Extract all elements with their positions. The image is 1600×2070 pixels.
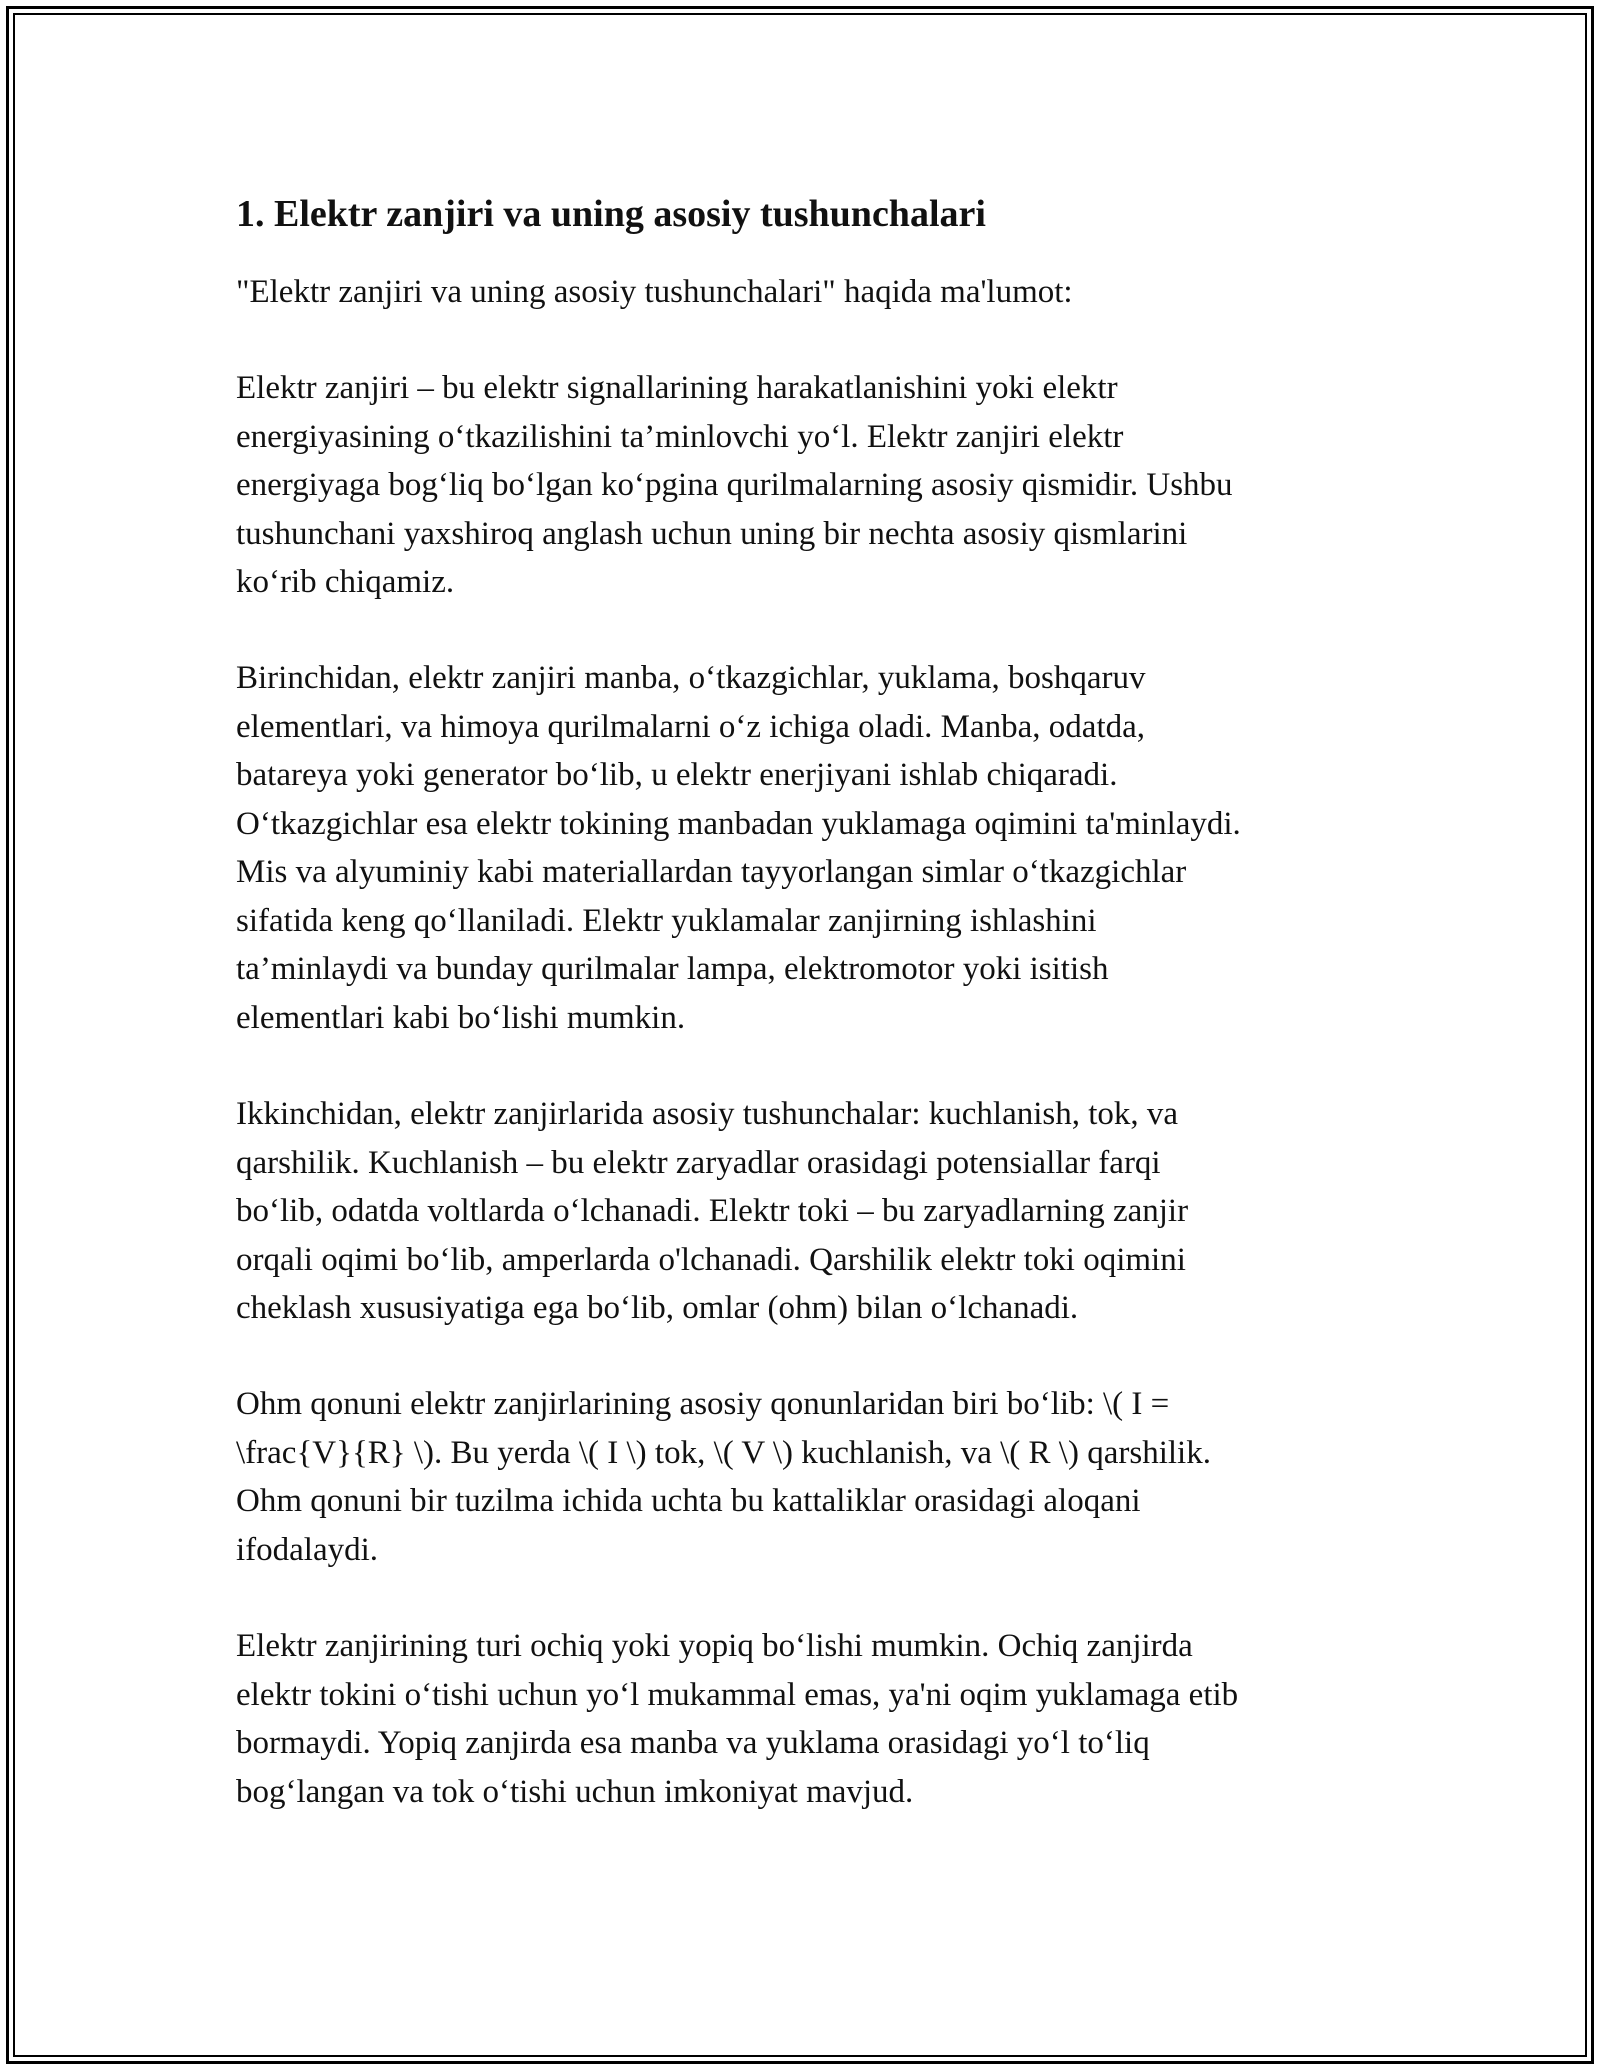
paragraph-concepts <box>236 1090 1188 1333</box>
paragraph-line: ko‘rib chiqamiz. <box>236 564 455 600</box>
paragraph-components <box>236 654 1241 1042</box>
paragraph-line: Ohm qonuni bir tuzilma ichida uchta bu kattaliklar orasidagi aloqani <box>236 1483 1141 1519</box>
paragraph-definition <box>236 364 1233 607</box>
paragraph-line: batareya yoki generator bo‘lib, u elektr enerjiyani ishlab chiqaradi. <box>236 757 1118 793</box>
paragraph-line: sifatida keng qo‘llaniladi. Elektr yuklamalar zanjirning ishlashini <box>236 902 1097 939</box>
paragraph-ohm-law <box>236 1380 1211 1574</box>
paragraph-line: ifodalaydi. <box>236 1531 379 1568</box>
paragraph-line: bormaydi. Yopiq zanjirda esa manba va yuklama orasidagi yo‘l to‘liq <box>236 1725 1150 1761</box>
paragraph-circuit-types <box>236 1622 1238 1816</box>
paragraph-line: bog‘langan va tok o‘tishi uchun imkoniyat mavjud. <box>236 1773 914 1810</box>
paragraph-line: ta’minlaydi va bunday qurilmalar lampa, elektromotor yoki isitish <box>236 951 1109 987</box>
paragraph-line: O‘tkazgichlar esa elektr tokining manbadan yuklamaga oqimini ta'minlaydi. <box>236 805 1241 842</box>
paragraph-line: Elektr zanjiri – bu elektr signallarining harakatlanishini yoki elektr <box>236 370 1118 406</box>
paragraph-line: qarshilik. Kuchlanish – bu elektr zaryadlar orasidagi potensiallar farqi <box>236 1144 1161 1181</box>
paragraph-line: energiyasining o‘tkazilishini ta’minlovchi yo‘l. Elektr zanjiri elektr <box>236 418 1124 455</box>
paragraph-line: elementlari kabi bo‘lishi mumkin. <box>236 999 686 1036</box>
paragraph-line: \frac{V}{R} \). Bu yerda \( I \) tok, \( V \) kuchlanish, va \( R \) qarshilik. <box>236 1434 1211 1471</box>
paragraph-line: Birinchidan, elektr zanjiri manba, o‘tkazgichlar, yuklama, boshqaruv <box>236 660 1146 696</box>
paragraph-line: tushunchani yaxshiroq anglash uchun uning bir nechta asosiy qismlarini <box>236 515 1188 552</box>
paragraph-line: energiyaga bog‘liq bo‘lgan ko‘pgina qurilmalarning asosiy qismidir. Ushbu <box>236 467 1233 503</box>
paragraph-line: bo‘lib, odatda voltlarda o‘lchanadi. Elektr toki – bu zaryadlarning zanjir <box>236 1193 1189 1229</box>
paragraph-line: cheklash xususiyatiga ega bo‘lib, omlar (ohm) bilan o‘lchanadi. <box>236 1290 1079 1326</box>
intro-text: "Elektr zanjiri va uning asosiy tushunchalari" haqida ma'lumot: <box>236 274 1073 310</box>
page-title: 1. Elektr zanjiri va uning asosiy tushunchalari <box>236 193 986 235</box>
paragraph-line: Elektr zanjirining turi ochiq yoki yopiq bo‘lishi mumkin. Ochiq zanjirda <box>236 1628 1193 1664</box>
paragraph-line: elementlari, va himoya qurilmalarni o‘z ichiga oladi. Manba, odatda, <box>236 708 1146 745</box>
paragraph-line: elektr tokini o‘tishi uchun yo‘l mukammal emas, ya'ni oqim yuklamaga etib <box>236 1676 1239 1713</box>
paragraph-line: Ikkinchidan, elektr zanjirlarida asosiy tushunchalar: kuchlanish, tok, va <box>236 1096 1179 1132</box>
paragraph-line: orqali oqimi bo‘lib, amperlarda o'lchanadi. Qarshilik elektr toki oqimini <box>236 1241 1186 1278</box>
paragraph-line: Ohm qonuni elektr zanjirlarining asosiy qonunlaridan biri bo‘lib: \( I = <box>236 1386 1170 1422</box>
paragraph-line: Mis va alyuminiy kabi materiallardan tayyorlangan simlar o‘tkazgichlar <box>236 854 1187 890</box>
